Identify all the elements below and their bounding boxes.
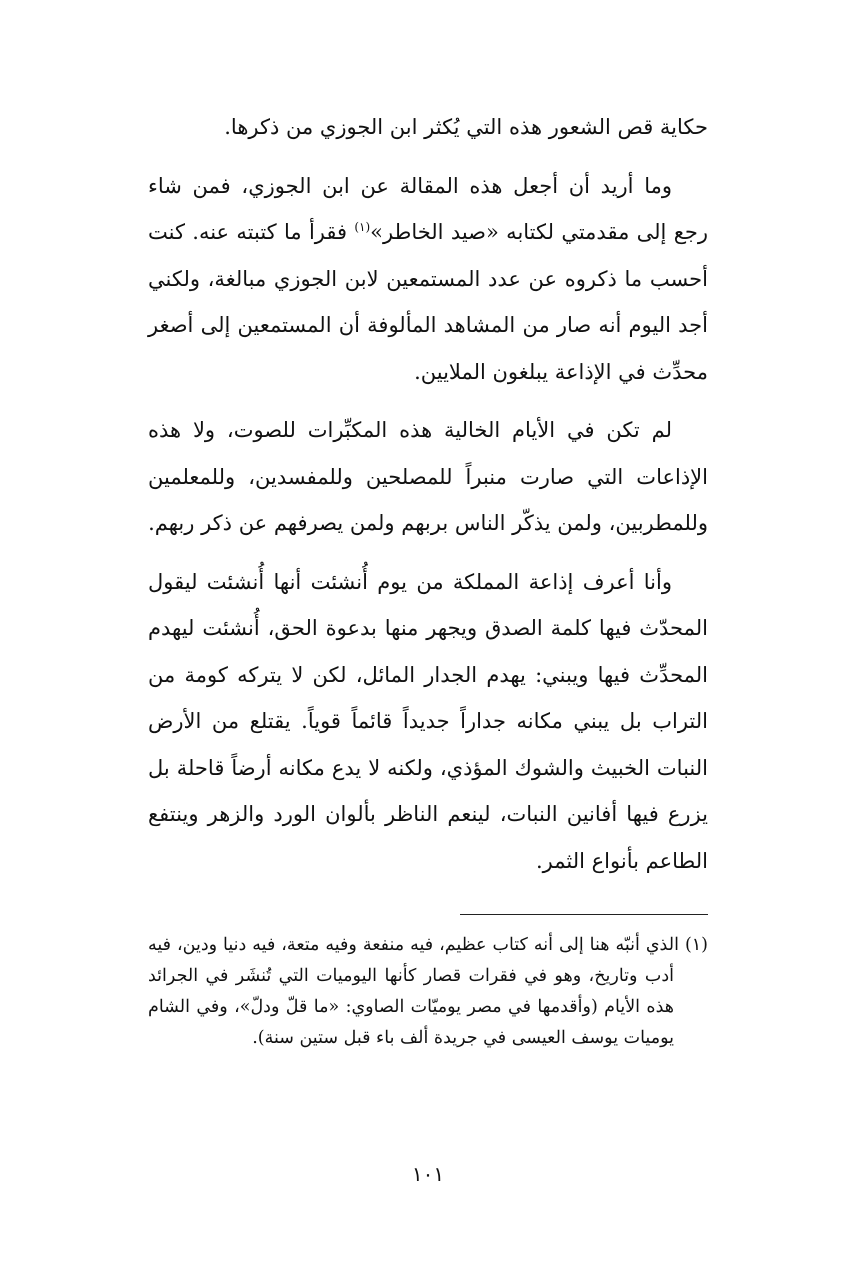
page-number: ١٠١ [411, 1162, 445, 1186]
paragraph-2-start: وما أريد أن أجعل هذه المقالة عن ابن الجوزي، فمن شاء رجع إلى مقدمتي لكتابه «صيد الخاطر» [148, 173, 708, 244]
body-text [148, 104, 708, 896]
footnote-separator [460, 914, 708, 915]
footnote-text: الذي أنبّه هنا إلى أنه كتاب عظيم، فيه منفعة وفيه متعة، فيه دنيا ودين، فيه أدب وتاريخ، وهو في فقرات قصار كأنها اليوميات التي تُنشَر في الجرائد هذه الأيام (وأقدمها في مصر يوميّات الصاوي: «ما قلّ ودلّ»، وفي الشام يوميات يوسف العيسى في جريدة ألف باء قبل ستين سنة). [148, 935, 679, 1048]
footnote-reference: (١) [354, 220, 371, 234]
footnote-body [148, 930, 708, 1054]
footnote [148, 930, 708, 1054]
paragraph-2-end: فقرأ ما كتبته عنه. كنت أحسب ما ذكروه عن عدد المستمعين لابن الجوزي مبالغة، ولكني أجد اليوم أنه صار من المشاهد المألوفة أن المستمعين إلى أصغر محدِّث في الإذاعة يبلغون الملايين. [148, 220, 708, 384]
paragraph-3: لم تكن في الأيام الخالية هذه المكبِّرات للصوت، ولا هذه الإذاعات التي صارت منبراً للمصلحين وللمفسدين، وللمعلمين وللمطربين، ولمن يذكّر الناس بربهم ولمن يصرفهم عن ذكر ربهم. [148, 418, 708, 535]
paragraph-2 [148, 163, 708, 396]
footnote-marker: (١) [684, 935, 708, 955]
paragraph-1: حكاية قص الشعور هذه التي يُكثر ابن الجوزي من ذكرها. [224, 115, 708, 139]
paragraph-4: وأنا أعرف إذاعة المملكة من يوم أُنشئت أنها أُنشئت ليقول المحدّث فيها كلمة الصدق ويجهر منها بدعوة الحق، أُنشئت ليهدم المحدِّث فيها ويبني: يهدم الجدار المائل، لكن لا يتركه كومة من التراب بل يبني مكانه جداراً جديداً قائماً قوياً. يقتلع من الأرض النبات الخبيث والشوك المؤذي، ولكنه لا يدع مكانه أرضاً قاحلة بل يزرع فيها أفانين النبات، لينعم الناظر بألوان الورد والزهر وينتفع الطاعم بأنواع الثمر. [148, 569, 708, 873]
